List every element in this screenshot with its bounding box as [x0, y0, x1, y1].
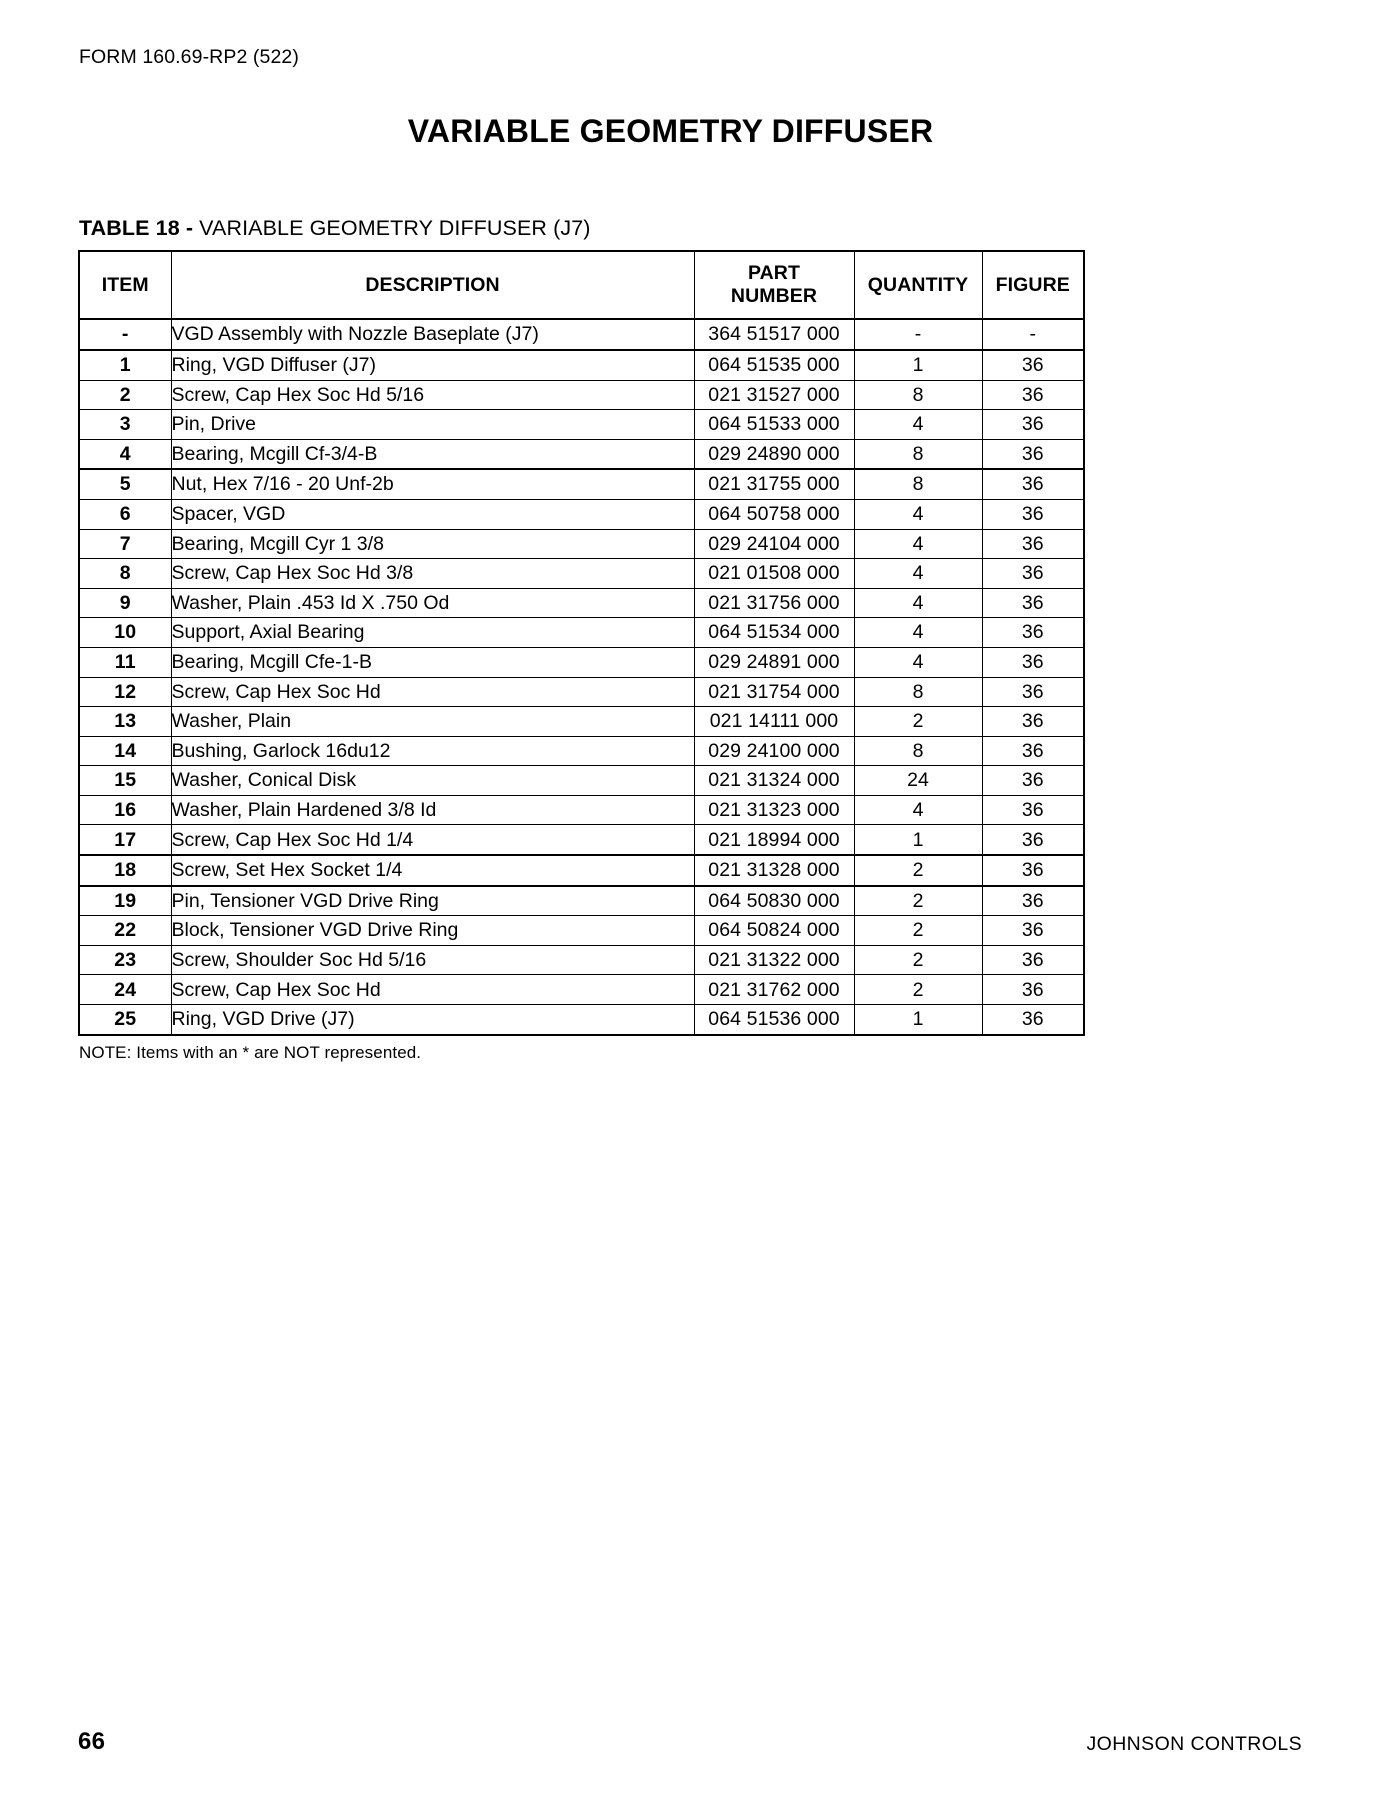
- cell-description: Pin, Tensioner VGD Drive Ring: [171, 886, 694, 916]
- cell-item: 18: [79, 855, 171, 886]
- cell-figure: 36: [982, 736, 1084, 766]
- cell-quantity: 1: [854, 825, 982, 855]
- table-row: [79, 380, 1084, 410]
- table-header-row: [79, 251, 1084, 319]
- cell-quantity: 2: [854, 886, 982, 916]
- page-title: VARIABLE GEOMETRY DIFFUSER: [407, 113, 934, 150]
- cell-quantity: 4: [854, 588, 982, 618]
- table-row: [79, 499, 1084, 529]
- table-row: [79, 588, 1084, 618]
- cell-part-number: 021 31527 000: [694, 380, 854, 410]
- table-row: [79, 559, 1084, 589]
- column-header-figure: FIGURE: [982, 251, 1084, 319]
- cell-item: 9: [79, 588, 171, 618]
- cell-figure: 36: [982, 825, 1084, 855]
- table-row: [79, 439, 1084, 469]
- cell-quantity: 8: [854, 677, 982, 707]
- cell-part-number: 021 31762 000: [694, 975, 854, 1005]
- cell-quantity: 2: [854, 945, 982, 975]
- cell-item: 19: [79, 886, 171, 916]
- cell-item: 1: [79, 350, 171, 380]
- cell-figure: 36: [982, 529, 1084, 559]
- table-caption-rest: VARIABLE GEOMETRY DIFFUSER (J7): [199, 216, 591, 241]
- cell-figure: -: [982, 319, 1084, 350]
- cell-quantity: 8: [854, 469, 982, 499]
- cell-quantity: 8: [854, 736, 982, 766]
- cell-description: Nut, Hex 7/16 - 20 Unf-2b: [171, 469, 694, 499]
- cell-description: Screw, Cap Hex Soc Hd: [171, 975, 694, 1005]
- table-note: NOTE: Items with an * are NOT represented.: [79, 1042, 422, 1062]
- table-row: [79, 647, 1084, 677]
- cell-item: 3: [79, 410, 171, 440]
- cell-item: 6: [79, 499, 171, 529]
- cell-item: 13: [79, 707, 171, 737]
- cell-description: Support, Axial Bearing: [171, 618, 694, 648]
- cell-item: 15: [79, 766, 171, 796]
- cell-figure: 36: [982, 916, 1084, 946]
- cell-description: Ring, VGD Diffuser (J7): [171, 350, 694, 380]
- table-row: [79, 886, 1084, 916]
- cell-part-number: 021 18994 000: [694, 825, 854, 855]
- table-row: [79, 736, 1084, 766]
- table-row: [79, 766, 1084, 796]
- cell-figure: 36: [982, 618, 1084, 648]
- cell-quantity: 2: [854, 916, 982, 946]
- column-header-part-number-line1: PART: [747, 261, 801, 284]
- cell-part-number: 064 51533 000: [694, 410, 854, 440]
- cell-item: 12: [79, 677, 171, 707]
- table-row: [79, 707, 1084, 737]
- form-code: FORM 160.69-RP2 (522): [79, 46, 299, 68]
- cell-figure: 36: [982, 766, 1084, 796]
- cell-quantity: 24: [854, 766, 982, 796]
- cell-figure: 36: [982, 1005, 1084, 1035]
- table-caption-lead: TABLE 18 -: [79, 216, 200, 241]
- cell-quantity: 4: [854, 499, 982, 529]
- cell-figure: 36: [982, 795, 1084, 825]
- cell-quantity: 8: [854, 380, 982, 410]
- cell-part-number: 021 01508 000: [694, 559, 854, 589]
- cell-item: 2: [79, 380, 171, 410]
- column-header-part-number: [694, 251, 854, 319]
- cell-figure: 36: [982, 499, 1084, 529]
- cell-figure: 36: [982, 439, 1084, 469]
- cell-part-number: 364 51517 000: [694, 319, 854, 350]
- cell-item: 8: [79, 559, 171, 589]
- cell-quantity: 2: [854, 975, 982, 1005]
- table-row: [79, 469, 1084, 499]
- cell-figure: 36: [982, 410, 1084, 440]
- cell-part-number: 021 31323 000: [694, 795, 854, 825]
- cell-item: 17: [79, 825, 171, 855]
- cell-description: Block, Tensioner VGD Drive Ring: [171, 916, 694, 946]
- cell-part-number: 021 31328 000: [694, 855, 854, 886]
- cell-item: 11: [79, 647, 171, 677]
- cell-part-number: 021 31755 000: [694, 469, 854, 499]
- table-header: [79, 251, 1084, 319]
- table-row: [79, 825, 1084, 855]
- table-row: [79, 795, 1084, 825]
- cell-description: Screw, Cap Hex Soc Hd 5/16: [171, 380, 694, 410]
- column-header-quantity: QUANTITY: [854, 251, 982, 319]
- table-row: [79, 410, 1084, 440]
- cell-figure: 36: [982, 975, 1084, 1005]
- cell-description: Bearing, Mcgill Cyr 1 3/8: [171, 529, 694, 559]
- cell-part-number: 064 51535 000: [694, 350, 854, 380]
- cell-figure: 36: [982, 380, 1084, 410]
- cell-description: Screw, Set Hex Socket 1/4: [171, 855, 694, 886]
- table-body: [79, 319, 1084, 1034]
- cell-item: 7: [79, 529, 171, 559]
- cell-item: 24: [79, 975, 171, 1005]
- parts-table: [78, 250, 1085, 1035]
- cell-quantity: -: [854, 319, 982, 350]
- cell-part-number: 021 31324 000: [694, 766, 854, 796]
- cell-part-number: 064 51536 000: [694, 1005, 854, 1035]
- company-name: JOHNSON CONTROLS: [1086, 1733, 1302, 1755]
- page-footer: [78, 1728, 1313, 1756]
- cell-item: 14: [79, 736, 171, 766]
- cell-figure: 36: [982, 707, 1084, 737]
- cell-quantity: 1: [854, 1005, 982, 1035]
- cell-part-number: 021 31754 000: [694, 677, 854, 707]
- cell-description: Bearing, Mcgill Cfe-1-B: [171, 647, 694, 677]
- table-row: [79, 677, 1084, 707]
- cell-quantity: 4: [854, 410, 982, 440]
- cell-item: 25: [79, 1005, 171, 1035]
- cell-part-number: 029 24100 000: [694, 736, 854, 766]
- cell-part-number: 029 24890 000: [694, 439, 854, 469]
- cell-description: Screw, Cap Hex Soc Hd 1/4: [171, 825, 694, 855]
- cell-quantity: 4: [854, 795, 982, 825]
- cell-part-number: 029 24104 000: [694, 529, 854, 559]
- cell-description: Washer, Plain: [171, 707, 694, 737]
- cell-part-number: 064 50824 000: [694, 916, 854, 946]
- cell-description: Bushing, Garlock 16du12: [171, 736, 694, 766]
- cell-figure: 36: [982, 588, 1084, 618]
- table-row: [79, 975, 1084, 1005]
- cell-figure: 36: [982, 945, 1084, 975]
- table-row: [79, 529, 1084, 559]
- cell-description: Spacer, VGD: [171, 499, 694, 529]
- cell-description: Screw, Cap Hex Soc Hd 3/8: [171, 559, 694, 589]
- cell-quantity: 2: [854, 855, 982, 886]
- cell-figure: 36: [982, 350, 1084, 380]
- cell-description: Screw, Cap Hex Soc Hd: [171, 677, 694, 707]
- cell-description: Bearing, Mcgill Cf-3/4-B: [171, 439, 694, 469]
- cell-part-number: 064 50758 000: [694, 499, 854, 529]
- cell-part-number: 021 14111 000: [694, 707, 854, 737]
- column-header-part-number-line2: NUMBER: [730, 285, 818, 308]
- table-row: [79, 618, 1084, 648]
- cell-part-number: 064 50830 000: [694, 886, 854, 916]
- table-row: [79, 916, 1084, 946]
- cell-quantity: 4: [854, 559, 982, 589]
- cell-description: VGD Assembly with Nozzle Baseplate (J7): [171, 319, 694, 350]
- cell-quantity: 4: [854, 647, 982, 677]
- cell-part-number: 021 31322 000: [694, 945, 854, 975]
- cell-item: 23: [79, 945, 171, 975]
- cell-figure: 36: [982, 677, 1084, 707]
- column-header-description: DESCRIPTION: [171, 251, 694, 319]
- cell-item: -: [79, 319, 171, 350]
- table-caption: [79, 216, 1313, 241]
- cell-item: 10: [79, 618, 171, 648]
- cell-figure: 36: [982, 886, 1084, 916]
- cell-description: Washer, Conical Disk: [171, 766, 694, 796]
- cell-figure: 36: [982, 647, 1084, 677]
- cell-quantity: 8: [854, 439, 982, 469]
- cell-description: Washer, Plain Hardened 3/8 Id: [171, 795, 694, 825]
- cell-quantity: 4: [854, 618, 982, 648]
- cell-description: Washer, Plain .453 Id X .750 Od: [171, 588, 694, 618]
- cell-item: 4: [79, 439, 171, 469]
- page-number: 66: [78, 1728, 106, 1755]
- column-header-item: ITEM: [79, 251, 171, 319]
- table-row: [79, 855, 1084, 886]
- cell-item: 22: [79, 916, 171, 946]
- cell-quantity: 2: [854, 707, 982, 737]
- cell-quantity: 1: [854, 350, 982, 380]
- cell-quantity: 4: [854, 529, 982, 559]
- cell-item: 5: [79, 469, 171, 499]
- cell-figure: 36: [982, 469, 1084, 499]
- table-row: [79, 350, 1084, 380]
- table-row: [79, 319, 1084, 350]
- cell-figure: 36: [982, 559, 1084, 589]
- table-row: [79, 945, 1084, 975]
- cell-part-number: 029 24891 000: [694, 647, 854, 677]
- cell-description: Screw, Shoulder Soc Hd 5/16: [171, 945, 694, 975]
- cell-figure: 36: [982, 855, 1084, 886]
- cell-description: Pin, Drive: [171, 410, 694, 440]
- cell-part-number: 064 51534 000: [694, 618, 854, 648]
- cell-part-number: 021 31756 000: [694, 588, 854, 618]
- cell-description: Ring, VGD Drive (J7): [171, 1005, 694, 1035]
- cell-item: 16: [79, 795, 171, 825]
- table-row: [79, 1005, 1084, 1035]
